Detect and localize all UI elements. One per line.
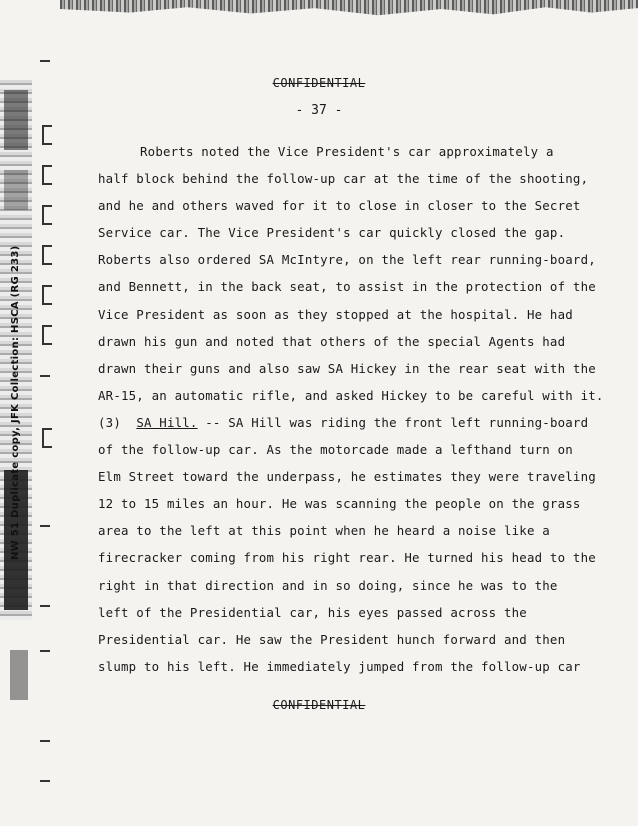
scan-top-edge (60, 0, 638, 18)
classification-header: CONFIDENTIAL (272, 76, 366, 90)
margin-tick (40, 375, 50, 377)
section-heading-rest: -- SA Hill was riding the front left running-board (197, 414, 589, 430)
text-line: Vice President as soon as they stopped at the hospital. He had (98, 306, 573, 322)
text-line: half block behind the follow-up car at the time of the shooting, (98, 171, 589, 187)
page-number: - 37 - (295, 103, 343, 118)
text-line: Elm Street toward the underpass, he estimates they were traveling (98, 469, 596, 485)
section-heading-line (98, 409, 589, 436)
margin-bracket (42, 205, 52, 225)
margin-tick (40, 740, 50, 742)
classification-footer: CONFIDENTIAL (272, 698, 366, 712)
section-number: (3) (98, 414, 121, 430)
text-line: area to the left at this point when he heard a noise like a (98, 523, 550, 539)
text-line: right in that direction and in so doing, since he was to the (98, 577, 558, 593)
section-heading: SA Hill. (136, 414, 198, 430)
scan-artifact (4, 170, 28, 210)
text-line: Service car. The Vice President's car quickly closed the gap. (98, 225, 566, 241)
text-line: drawn his gun and noted that others of the special Agents had (98, 333, 566, 349)
text-line: Roberts noted the Vice President's car approximately a (140, 144, 554, 159)
text-line: of the follow-up car. As the motorcade made a lefthand turn on (98, 442, 573, 458)
text-line: 12 to 15 miles an hour. He was scanning the people on the grass (98, 496, 581, 512)
margin-bracket (42, 285, 52, 305)
margin-bracket (42, 245, 52, 265)
margin-tick (40, 605, 50, 607)
margin-tick (40, 650, 50, 652)
text-line: Roberts also ordered SA McIntyre, on the left rear running-board, (98, 252, 596, 268)
margin-bracket (42, 125, 52, 145)
text-line: and he and others waved for it to close in closer to the Secret (98, 198, 581, 214)
margin-tick (40, 780, 50, 782)
text-line: firecracker coming from his right rear. He turned his head to the (98, 550, 596, 566)
text-line: drawn their guns and also saw SA Hickey in the rear seat with the (98, 360, 596, 376)
margin-bracket (42, 428, 52, 448)
text-line: AR-15, an automatic rifle, and asked Hickey to be careful with it. (98, 387, 604, 403)
text-line: Presidential car. He saw the President hunch forward and then (98, 631, 566, 647)
archive-caption: NW 51 Duplicate copy, JFK Collection: HSCA (RG 233) (10, 245, 21, 560)
text-line: and Bennett, in the back seat, to assist in the protection of the (98, 279, 596, 295)
margin-bracket (42, 165, 52, 185)
margin-bracket (42, 325, 52, 345)
scan-artifact (4, 90, 28, 150)
scan-artifact (10, 650, 28, 700)
margin-tick (40, 525, 50, 527)
margin-tick (40, 60, 50, 62)
body-text (98, 138, 604, 680)
text-line: slump to his left. He immediately jumped from the follow-up car (98, 658, 581, 674)
text-line: left of the Presidential car, his eyes passed across the (98, 604, 527, 620)
